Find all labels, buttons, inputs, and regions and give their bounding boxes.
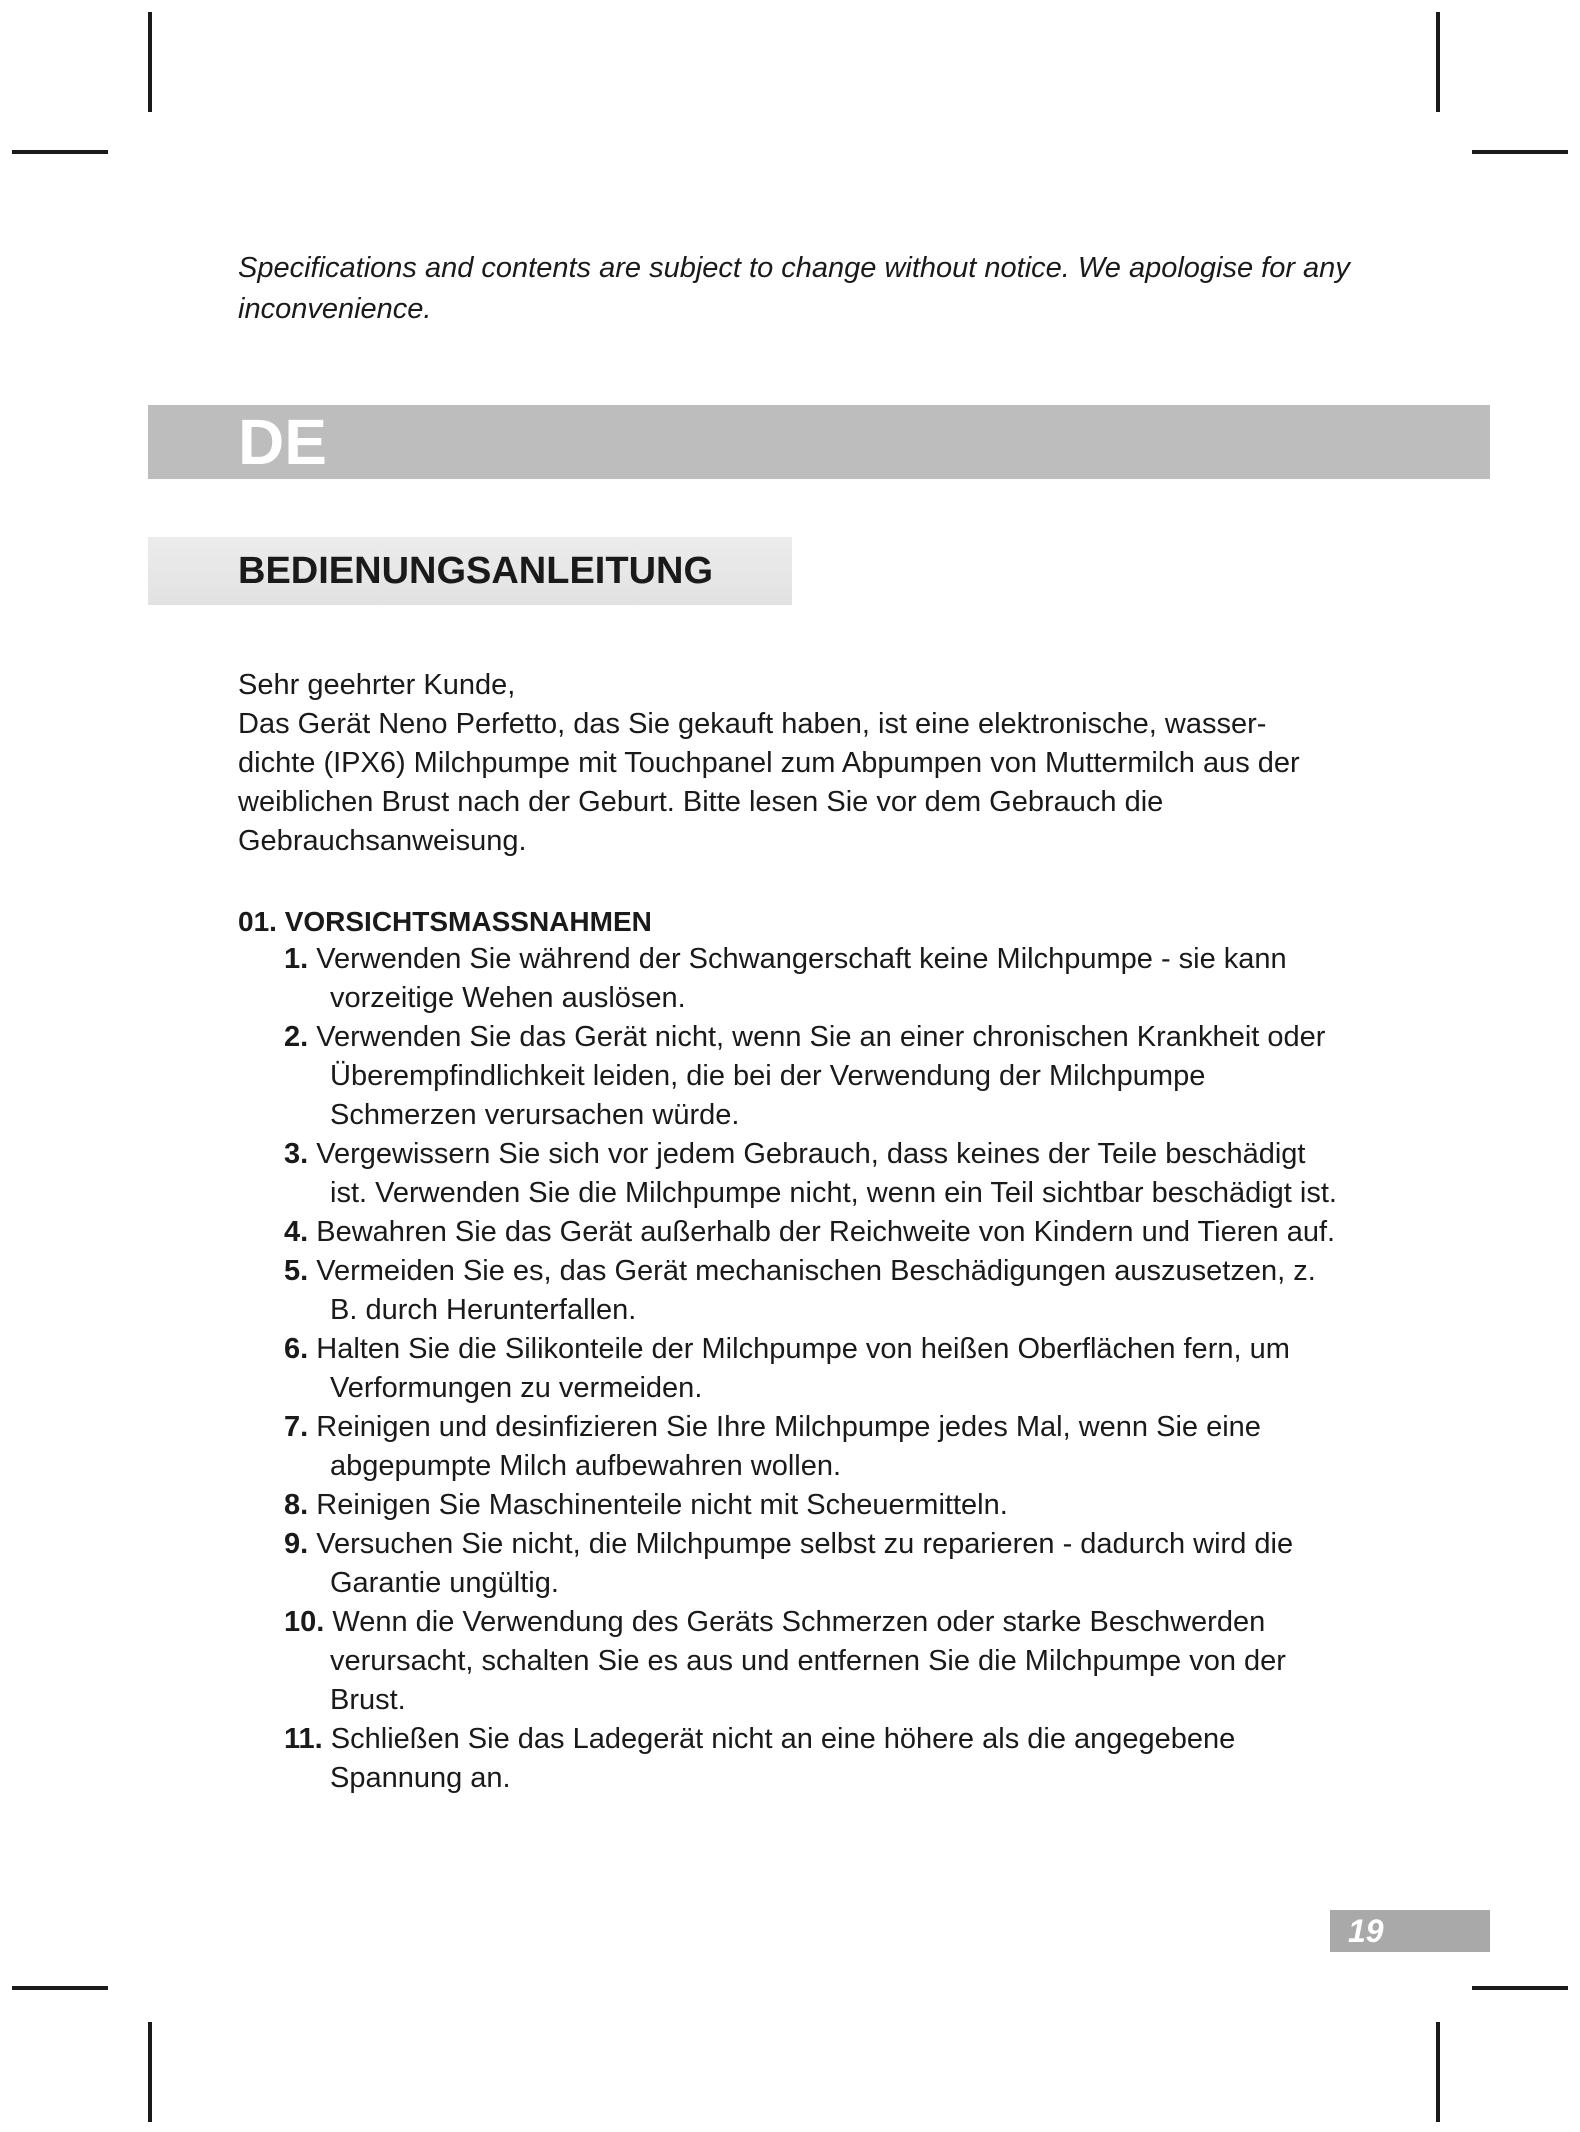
item-number: 11. — [284, 1723, 323, 1755]
list-item — [284, 1213, 1344, 1252]
intro-block — [238, 666, 1338, 861]
language-code: DE — [238, 406, 327, 478]
item-number: 5. — [284, 1255, 309, 1287]
crop-mark-bottom-left-horizontal — [12, 1986, 108, 1990]
header-note: Specifications and contents are subject to change without notice. We apologise for any inconvenience. — [238, 252, 1350, 325]
item-text: Reinigen Sie Maschinenteile nicht mit Scheuermitteln. — [316, 1489, 1008, 1521]
item-number: 8. — [284, 1489, 309, 1521]
list-item — [284, 1408, 1344, 1486]
crop-mark-top-left-horizontal — [12, 150, 108, 154]
list-item — [284, 1486, 1344, 1525]
item-text: Vermeiden Sie es, das Gerät mechanischen Beschädigungen auszusetzen, z. B. durch Herunterfallen. — [316, 1255, 1316, 1326]
intro-paragraph: Das Gerät Neno Perfetto, das Sie gekauft haben, ist eine elektronische, wasser-dichte (IPX6) Milchpumpe mit Touchpanel zum Abpumpen von Muttermilch aus der weiblichen Brust nach der Geburt. Bitte lesen Sie vor dem Gebrauch die Gebrauchsanweisung. — [238, 708, 1300, 857]
precautions-list — [284, 940, 1344, 1798]
list-item — [284, 1330, 1344, 1408]
crop-mark-top-left-vertical — [148, 12, 152, 112]
item-text: Verwenden Sie während der Schwangerschaft keine Milchpumpe - sie kann vorzeitige Wehen auslösen. — [316, 943, 1287, 1014]
section-heading: 01. VORSICHTSMASSNAHMEN — [238, 906, 652, 937]
item-text: Versuchen Sie nicht, die Milchpumpe selbst zu reparieren - dadurch wird die Garantie ungültig. — [316, 1528, 1294, 1599]
item-number: 6. — [284, 1333, 309, 1365]
list-item — [284, 1525, 1344, 1603]
item-number: 9. — [284, 1528, 309, 1560]
list-item — [284, 1603, 1344, 1720]
item-text: Halten Sie die Silikonteile der Milchpumpe von heißen Oberflächen fern, um Verformungen zu vermeiden. — [316, 1333, 1290, 1404]
crop-mark-bottom-right-vertical — [1436, 2022, 1440, 2122]
language-banner — [148, 405, 1490, 479]
item-text: Verwenden Sie das Gerät nicht, wenn Sie an einer chronischen Krankheit oder Überempfindlichkeit leiden, die bei der Verwendung der Milchpumpe Schmerzen verursachen würde. — [316, 1021, 1326, 1131]
list-item — [284, 1135, 1344, 1213]
item-number: 7. — [284, 1411, 309, 1443]
item-text: Wenn die Verwendung des Geräts Schmerzen oder starke Beschwerden verursacht, schalten Sie es aus und entfernen Sie die Milchpumpe von der Brust. — [330, 1606, 1286, 1716]
item-number: 1. — [284, 943, 309, 975]
crop-mark-top-right-vertical — [1436, 12, 1440, 112]
list-item — [284, 1720, 1344, 1798]
crop-mark-top-right-horizontal — [1472, 150, 1568, 154]
item-number: 3. — [284, 1138, 309, 1170]
item-text: Reinigen und desinfizieren Sie Ihre Milchpumpe jedes Mal, wenn Sie eine abgepumpte Milch aufbewahren wollen. — [316, 1411, 1261, 1482]
manual-title: BEDIENUNGSANLEITUNG — [238, 550, 714, 592]
page-number: 19 — [1348, 1913, 1384, 1949]
list-item — [284, 1018, 1344, 1135]
crop-mark-bottom-left-vertical — [148, 2022, 152, 2122]
list-item — [284, 1252, 1344, 1330]
item-text: Bewahren Sie das Gerät außerhalb der Reichweite von Kindern und Tieren auf. — [316, 1216, 1336, 1248]
item-number: 4. — [284, 1216, 309, 1248]
item-text: Vergewissern Sie sich vor jedem Gebrauch, dass keines der Teile beschädigt ist. Verwenden Sie die Milchpumpe nicht, wenn ein Teil sichtbar beschädigt ist. — [316, 1138, 1337, 1209]
page-number-box — [1330, 1910, 1490, 1952]
item-number: 10. — [284, 1606, 325, 1638]
item-text: Schließen Sie das Ladegerät nicht an eine höhere als die angegebene Spannung an. — [330, 1723, 1236, 1794]
item-number: 2. — [284, 1021, 309, 1053]
greeting: Sehr geehrter Kunde, — [238, 669, 516, 701]
crop-mark-bottom-right-horizontal — [1472, 1986, 1568, 1990]
manual-title-banner — [148, 537, 792, 605]
list-item — [284, 940, 1344, 1018]
